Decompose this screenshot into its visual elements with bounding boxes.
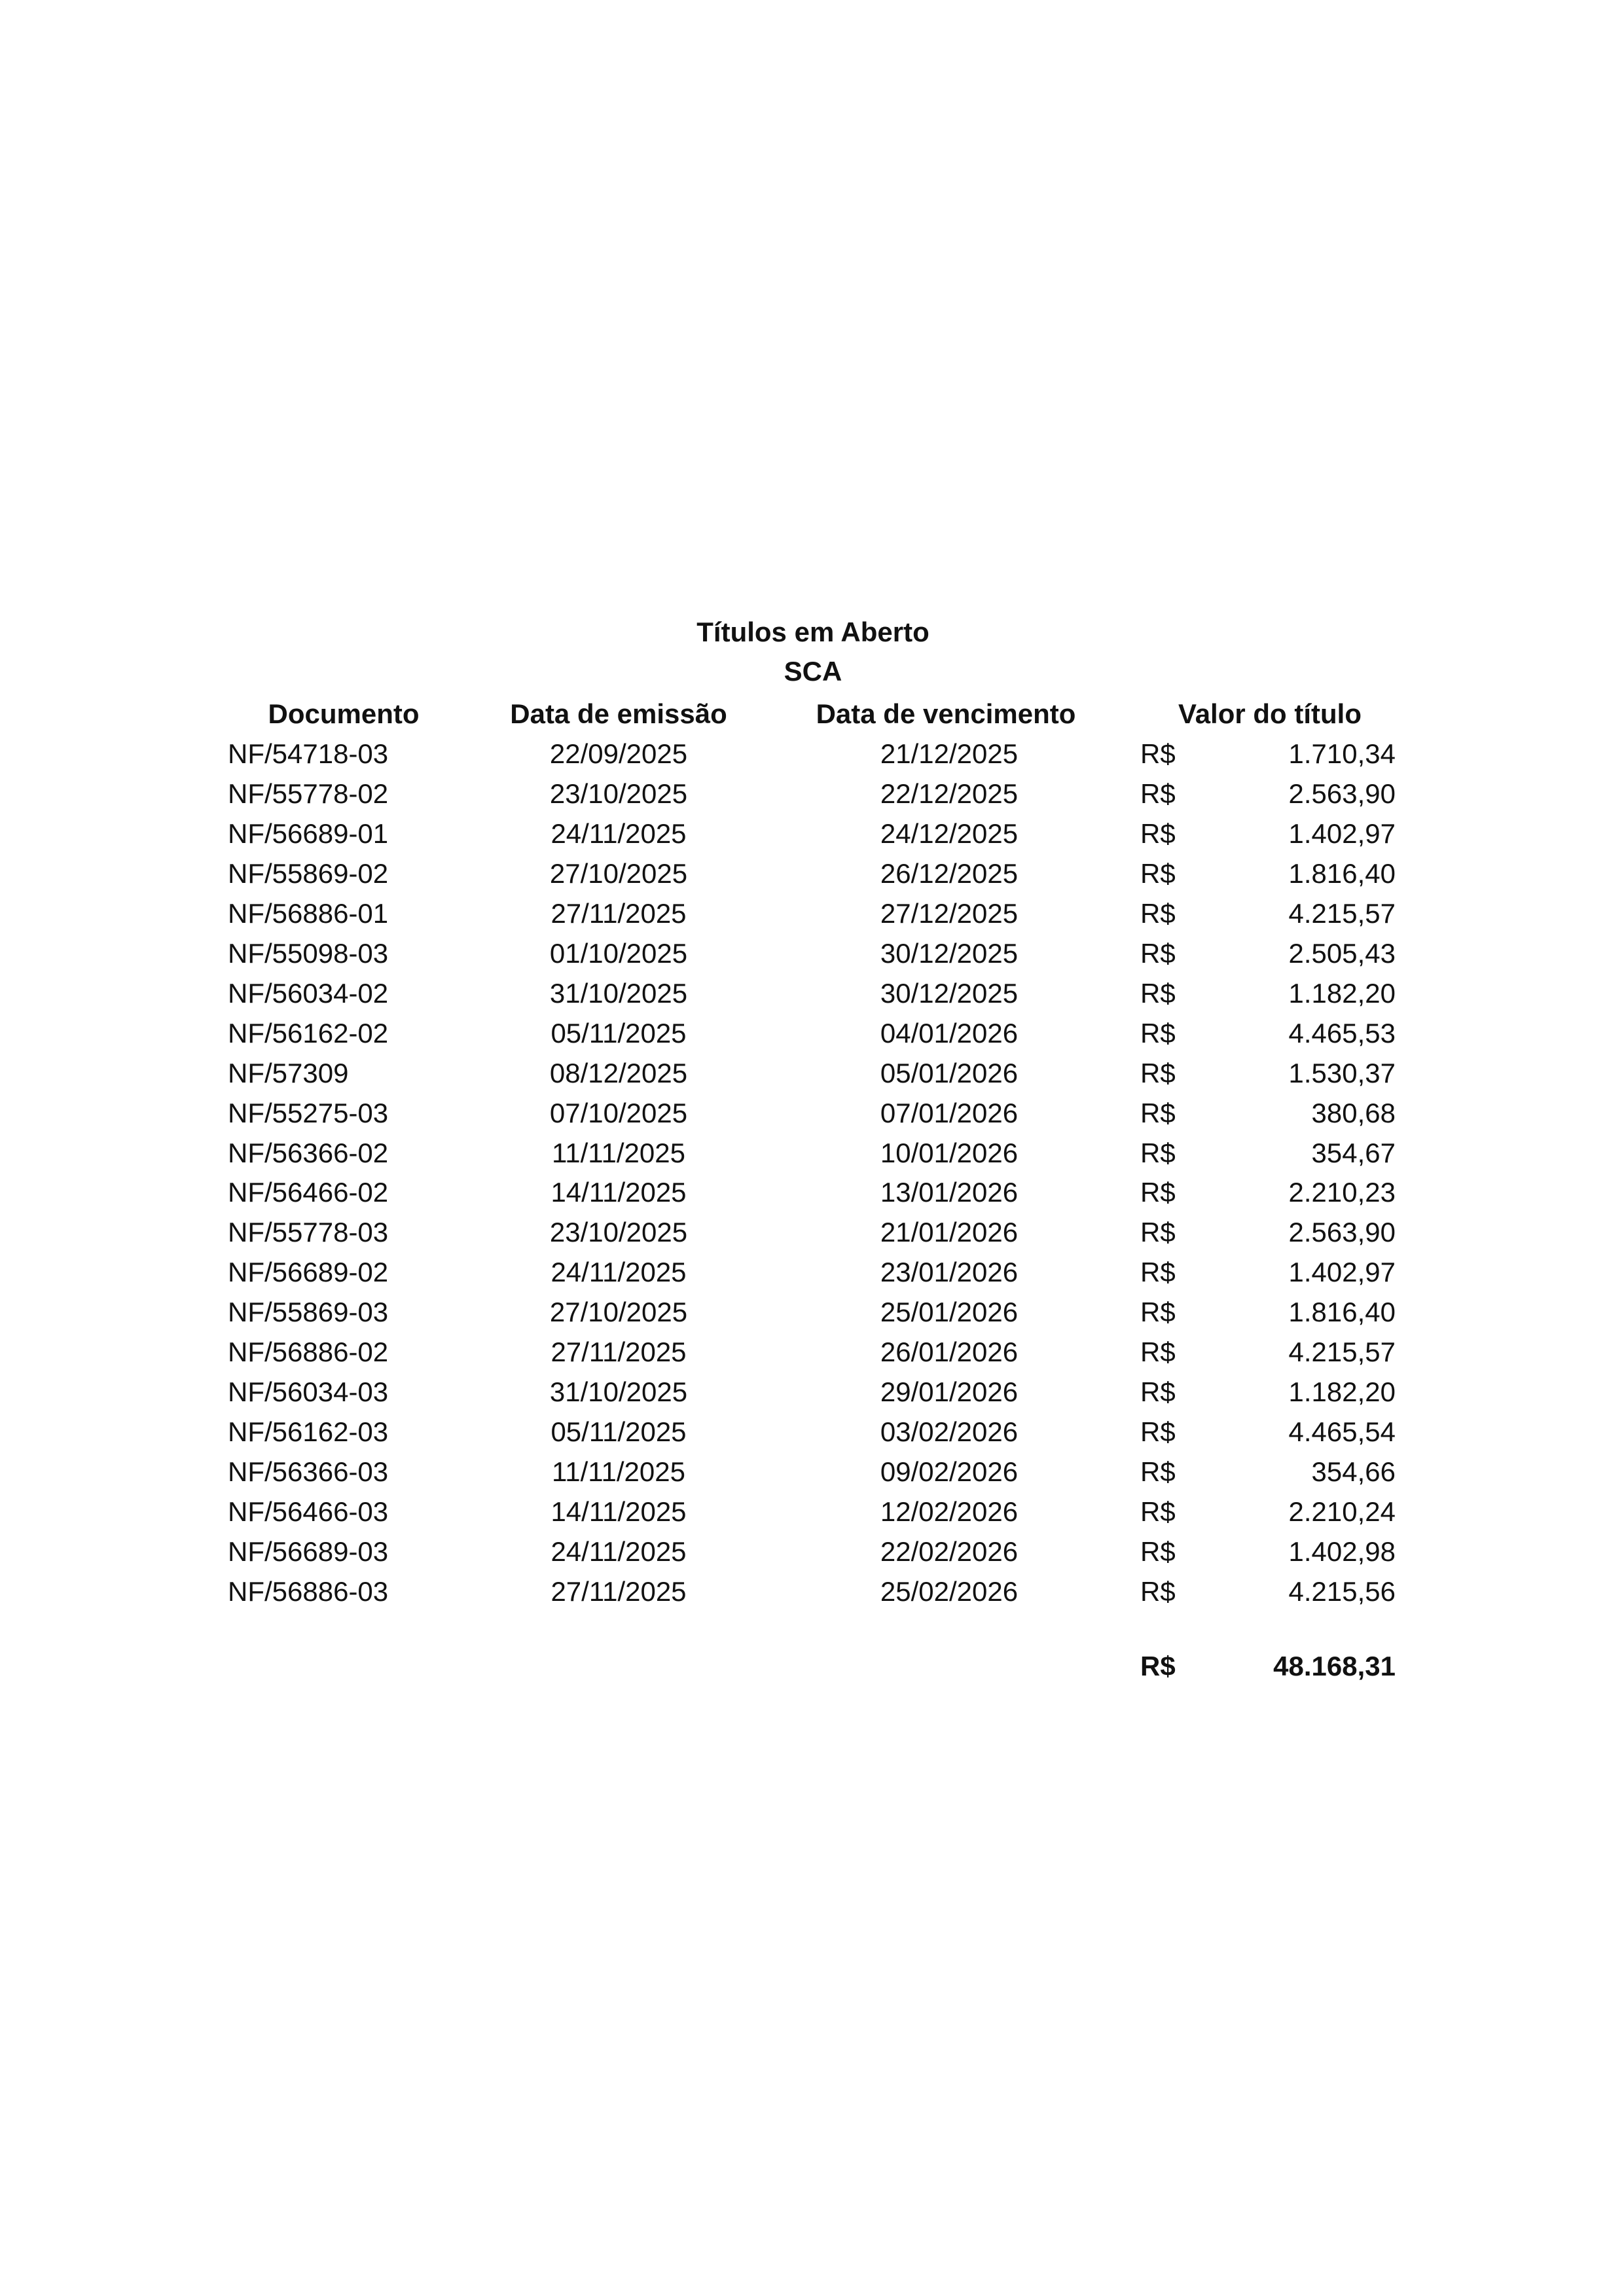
cell-documento: NF/55275-03 [228, 1098, 389, 1128]
table-row [0, 1292, 1624, 1332]
cell-currency: R$ [1140, 1576, 1176, 1607]
cell-data-vencimento: 24/12/2025 [880, 818, 1019, 849]
table-row [0, 973, 1624, 1013]
cell-currency: R$ [1140, 1177, 1176, 1208]
cell-data-vencimento: 23/01/2026 [880, 1257, 1019, 1287]
cell-documento: NF/56689-03 [228, 1536, 389, 1567]
cell-currency: R$ [1140, 738, 1176, 769]
table-row [0, 1372, 1624, 1412]
cell-currency: R$ [1140, 858, 1176, 889]
cell-documento: NF/55778-03 [228, 1217, 389, 1247]
table-row [0, 853, 1624, 893]
cell-data-emissao: 27/10/2025 [549, 1297, 688, 1327]
cell-valor: 354,66 [1311, 1456, 1396, 1487]
cell-valor: 380,68 [1311, 1098, 1396, 1128]
cell-valor: 4.465,54 [1288, 1416, 1396, 1447]
table-row [0, 893, 1624, 933]
cell-documento: NF/56034-02 [228, 978, 389, 1009]
cell-data-vencimento: 21/12/2025 [880, 738, 1019, 769]
cell-documento: NF/56466-02 [228, 1177, 389, 1208]
cell-data-vencimento: 22/12/2025 [880, 778, 1019, 809]
cell-data-vencimento: 29/01/2026 [880, 1376, 1019, 1407]
cell-data-vencimento: 26/01/2026 [880, 1336, 1019, 1367]
cell-data-emissao: 24/11/2025 [550, 818, 687, 849]
table-row [0, 1332, 1624, 1372]
cell-valor: 1.816,40 [1288, 858, 1396, 889]
table-row [0, 1172, 1624, 1212]
table-row [0, 774, 1624, 814]
cell-data-vencimento: 09/02/2026 [880, 1456, 1019, 1487]
cell-documento: NF/56162-03 [228, 1416, 389, 1447]
cell-data-emissao: 31/10/2025 [549, 978, 688, 1009]
cell-data-emissao: 14/11/2025 [550, 1177, 687, 1208]
cell-data-emissao: 23/10/2025 [549, 1217, 688, 1247]
cell-valor: 2.210,23 [1288, 1177, 1396, 1208]
table-row [0, 1532, 1624, 1571]
cell-currency: R$ [1140, 778, 1176, 809]
cell-valor: 1.402,97 [1288, 818, 1396, 849]
cell-documento: NF/56689-02 [228, 1257, 389, 1287]
page-title: Títulos em Aberto SCA [696, 617, 929, 687]
cell-currency: R$ [1140, 818, 1176, 849]
cell-data-vencimento: 22/02/2026 [880, 1536, 1019, 1567]
cell-data-vencimento: 25/01/2026 [880, 1297, 1019, 1327]
table-row [0, 1053, 1624, 1093]
cell-data-vencimento: 10/01/2026 [880, 1138, 1019, 1168]
cell-data-emissao: 24/11/2025 [550, 1257, 687, 1287]
cell-data-emissao: 11/11/2025 [552, 1456, 685, 1487]
cell-data-vencimento: 03/02/2026 [880, 1416, 1019, 1447]
cell-data-emissao: 14/11/2025 [550, 1496, 687, 1527]
cell-valor: 2.563,90 [1288, 1217, 1396, 1247]
cell-data-vencimento: 25/02/2026 [880, 1576, 1019, 1607]
cell-data-emissao: 27/11/2025 [550, 1576, 687, 1607]
table-row [0, 933, 1624, 973]
cell-valor: 1.710,34 [1288, 738, 1396, 769]
cell-currency: R$ [1140, 978, 1176, 1009]
cell-currency: R$ [1140, 938, 1176, 969]
cell-data-emissao: 31/10/2025 [549, 1376, 688, 1407]
cell-data-emissao: 27/11/2025 [550, 1336, 687, 1367]
cell-data-vencimento: 13/01/2026 [880, 1177, 1019, 1208]
cell-currency: R$ [1140, 1138, 1176, 1168]
cell-data-vencimento: 04/01/2026 [880, 1018, 1019, 1049]
table-row [0, 1013, 1624, 1053]
cell-data-vencimento: 27/12/2025 [880, 898, 1019, 929]
cell-documento: NF/56466-03 [228, 1496, 389, 1527]
cell-currency: R$ [1140, 1098, 1176, 1128]
table-row [0, 1093, 1624, 1133]
cell-currency: R$ [1140, 1058, 1176, 1088]
table-row [0, 1571, 1624, 1611]
cell-valor: 1.182,20 [1288, 1376, 1396, 1407]
table-row [0, 1412, 1624, 1452]
cell-valor: 354,67 [1311, 1138, 1396, 1168]
cell-currency: R$ [1140, 1336, 1176, 1367]
cell-documento: NF/56886-02 [228, 1336, 389, 1367]
cell-currency: R$ [1140, 1257, 1176, 1287]
cell-data-emissao: 08/12/2025 [549, 1058, 688, 1088]
cell-currency: R$ [1140, 898, 1176, 929]
table-row [0, 1252, 1624, 1292]
cell-documento: NF/54718-03 [228, 738, 389, 769]
cell-data-emissao: 11/11/2025 [552, 1138, 685, 1168]
cell-valor: 1.530,37 [1288, 1058, 1396, 1088]
cell-valor: 4.215,56 [1288, 1576, 1396, 1607]
total-row [0, 1646, 1624, 1686]
cell-currency: R$ [1140, 1456, 1176, 1487]
total-value: 48.168,31 [1273, 1651, 1396, 1681]
cell-documento: NF/56886-01 [228, 898, 389, 929]
cell-data-emissao: 01/10/2025 [549, 938, 688, 969]
cell-currency: R$ [1140, 1416, 1176, 1447]
cell-data-vencimento: 12/02/2026 [880, 1496, 1019, 1527]
table-row [0, 814, 1624, 853]
cell-data-emissao: 22/09/2025 [549, 738, 688, 769]
cell-currency: R$ [1140, 1018, 1176, 1049]
table-row [0, 734, 1624, 774]
cell-valor: 1.402,98 [1288, 1536, 1396, 1567]
cell-data-emissao: 27/11/2025 [550, 898, 687, 929]
cell-data-vencimento: 07/01/2026 [880, 1098, 1019, 1128]
cell-currency: R$ [1140, 1496, 1176, 1527]
cell-valor: 2.210,24 [1288, 1496, 1396, 1527]
cell-documento: NF/55098-03 [228, 938, 389, 969]
cell-data-vencimento: 30/12/2025 [880, 978, 1019, 1009]
cell-valor: 2.505,43 [1288, 938, 1396, 969]
cell-valor: 2.563,90 [1288, 778, 1396, 809]
cell-data-vencimento: 30/12/2025 [880, 938, 1019, 969]
cell-documento: NF/56886-03 [228, 1576, 389, 1607]
cell-currency: R$ [1140, 1297, 1176, 1327]
cell-documento: NF/57309 [228, 1058, 349, 1088]
cell-documento: NF/56366-02 [228, 1138, 389, 1168]
cell-data-vencimento: 05/01/2026 [880, 1058, 1019, 1088]
cell-valor: 1.182,20 [1288, 978, 1396, 1009]
cell-documento: NF/56689-01 [228, 818, 389, 849]
cell-valor: 4.465,53 [1288, 1018, 1396, 1049]
table-row [0, 1492, 1624, 1532]
cell-currency: R$ [1140, 1376, 1176, 1407]
cell-documento: NF/56162-02 [228, 1018, 389, 1049]
header-documento: Documento [268, 698, 420, 729]
table-row [0, 1452, 1624, 1492]
cell-valor: 4.215,57 [1288, 898, 1396, 929]
cell-data-emissao: 27/10/2025 [549, 858, 688, 889]
cell-data-emissao: 07/10/2025 [549, 1098, 688, 1128]
cell-data-vencimento: 26/12/2025 [880, 858, 1019, 889]
cell-currency: R$ [1140, 1217, 1176, 1247]
cell-valor: 1.816,40 [1288, 1297, 1396, 1327]
total-currency: R$ [1140, 1651, 1176, 1681]
table-row [0, 1212, 1624, 1252]
cell-data-emissao: 23/10/2025 [549, 778, 688, 809]
cell-documento: NF/56366-03 [228, 1456, 389, 1487]
cell-valor: 1.402,97 [1288, 1257, 1396, 1287]
cell-data-vencimento: 21/01/2026 [880, 1217, 1019, 1247]
table-header [0, 694, 1624, 734]
header-valor-titulo: Valor do título [1178, 698, 1362, 729]
cell-documento: NF/55869-02 [228, 858, 389, 889]
cell-documento: NF/55778-02 [228, 778, 389, 809]
cell-currency: R$ [1140, 1536, 1176, 1567]
header-data-vencimento: Data de vencimento [816, 698, 1076, 729]
cell-documento: NF/56034-03 [228, 1376, 389, 1407]
cell-data-emissao: 05/11/2025 [550, 1018, 687, 1049]
cell-data-emissao: 24/11/2025 [550, 1536, 687, 1567]
cell-data-emissao: 05/11/2025 [550, 1416, 687, 1447]
table-row [0, 1133, 1624, 1173]
cell-documento: NF/55869-03 [228, 1297, 389, 1327]
header-data-emissao: Data de emissão [510, 698, 727, 729]
cell-valor: 4.215,57 [1288, 1336, 1396, 1367]
